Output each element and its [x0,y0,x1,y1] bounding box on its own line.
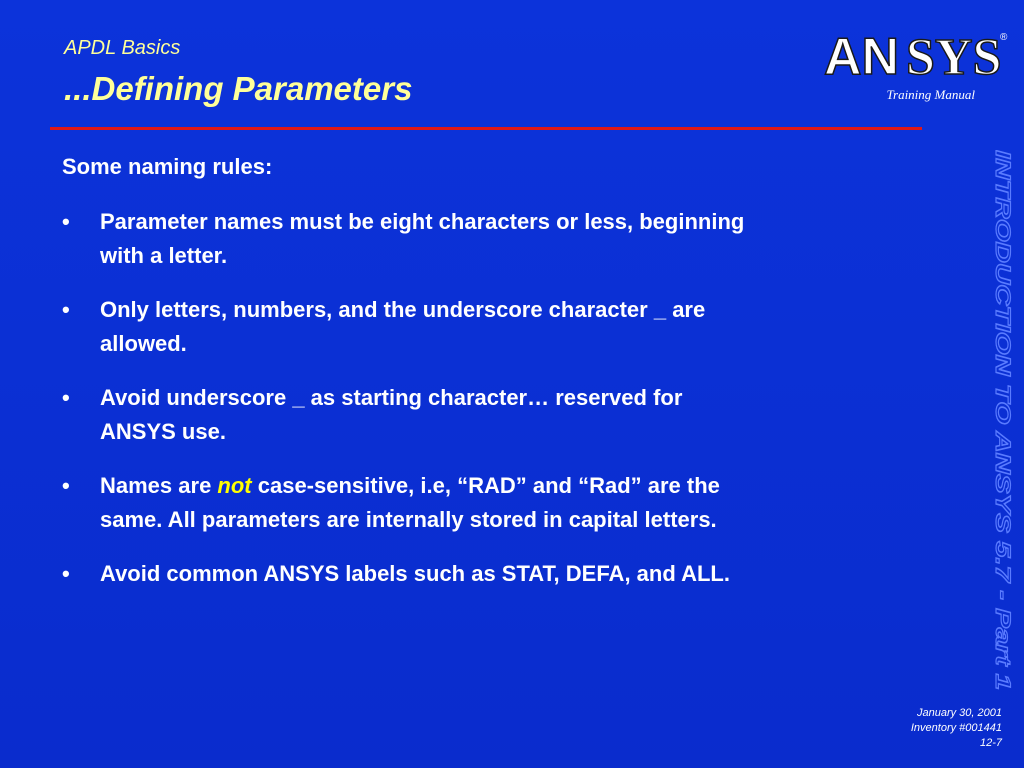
vertical-course-title-graphic [950,150,1024,730]
section-subtitle: APDL Basics [64,37,181,59]
training-manual-label: Training Manual [886,87,975,102]
logo-text-sys: SYS [906,29,1002,82]
rules-list [62,205,942,611]
slide-footer [802,706,1002,751]
bullet-icon: • [62,561,70,586]
bullet-text-line: with a letter. [100,243,228,268]
bullet-icon: • [62,297,70,322]
list-item [62,469,942,537]
footer-date: January 30, 2001 [916,707,1002,719]
bullet-icon: • [62,473,70,498]
list-item [62,205,942,273]
ansys-logo-graphic [822,26,1012,82]
bullet-text-line: Only letters, numbers, and the underscore character _ are [100,297,706,322]
bullet-text-line: Parameter names must be eight characters or less, beginning [100,209,745,234]
bullet-text-segment: Names are [100,473,218,498]
bullet-text-line: Avoid underscore _ as starting character… reserved for [100,385,683,410]
title-divider [50,127,922,130]
list-item [62,381,942,449]
bullet-icon: • [62,385,70,410]
bullet-text-line: Avoid common ANSYS labels such as STAT, DEFA, and ALL. [100,561,730,586]
page-title: ...Defining Parameters [64,70,413,107]
list-item [62,293,942,361]
bullet-text-line [100,469,942,503]
registered-mark: ® [1000,32,1008,43]
bullet-text-line: ANSYS use. [100,419,226,444]
bullet-icon: • [62,209,70,234]
page-number: 12-7 [979,737,1002,749]
vertical-course-title-text: INTRODUCTION TO ANSYS 5.7 - Part 1 [991,150,1014,536]
list-item [62,557,942,591]
ansys-logo [822,26,1012,82]
emphasis-text: not [217,473,252,498]
bullet-text-line: allowed. [100,331,187,356]
bullet-text-line: same. All parameters are internally stored in capital letters. [100,507,717,532]
bullet-text-segment: case-sensitive, i.e, “RAD” and “Rad” are the [251,473,720,498]
footer-inventory: Inventory #001441 [910,722,1002,734]
vertical-course-title [950,150,1024,730]
logo-text-an: AN [824,28,900,82]
intro-heading: Some naming rules: [62,154,273,179]
